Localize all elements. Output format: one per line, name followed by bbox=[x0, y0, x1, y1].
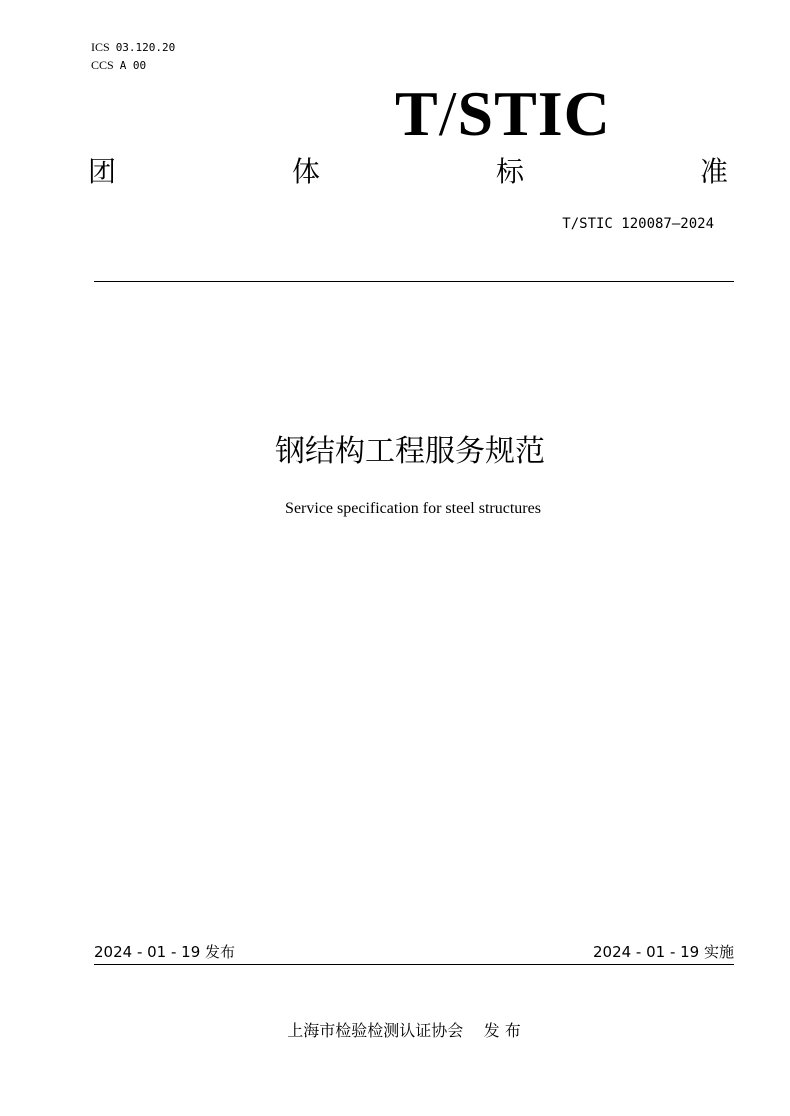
ics-line bbox=[91, 40, 175, 55]
ccs-label: CCS bbox=[91, 58, 114, 72]
issue-date: 2024 - 01 - 19 发布 bbox=[94, 943, 236, 961]
publisher: 上海市检验检测认证协会 发 布 bbox=[287, 1021, 521, 1040]
standard-type-char: 标 bbox=[495, 155, 524, 188]
logo-slash: / bbox=[438, 78, 458, 149]
standard-type bbox=[88, 152, 728, 192]
standard-type-char: 团 bbox=[88, 155, 117, 188]
logo-part-1: T bbox=[395, 78, 439, 149]
ccs-line bbox=[91, 58, 146, 73]
standard-type-char: 准 bbox=[699, 155, 728, 188]
ics-code: 03.120.20 bbox=[115, 41, 176, 54]
logo-part-2: STIC bbox=[457, 78, 611, 149]
footer-divider bbox=[94, 964, 734, 965]
header-divider bbox=[94, 281, 734, 282]
implement-date: 2024 - 01 - 19 实施 bbox=[592, 943, 734, 961]
ics-label: ICS bbox=[91, 40, 110, 54]
ccs-code: A 00 bbox=[119, 59, 147, 72]
standard-number: T/STIC 120087—2024 bbox=[562, 216, 714, 232]
standard-type-char: 体 bbox=[291, 155, 320, 188]
title-chinese: 钢结构工程服务规范 bbox=[275, 434, 545, 469]
organization-logo bbox=[395, 78, 670, 150]
title-english: Service specification for steel structures bbox=[285, 500, 541, 517]
